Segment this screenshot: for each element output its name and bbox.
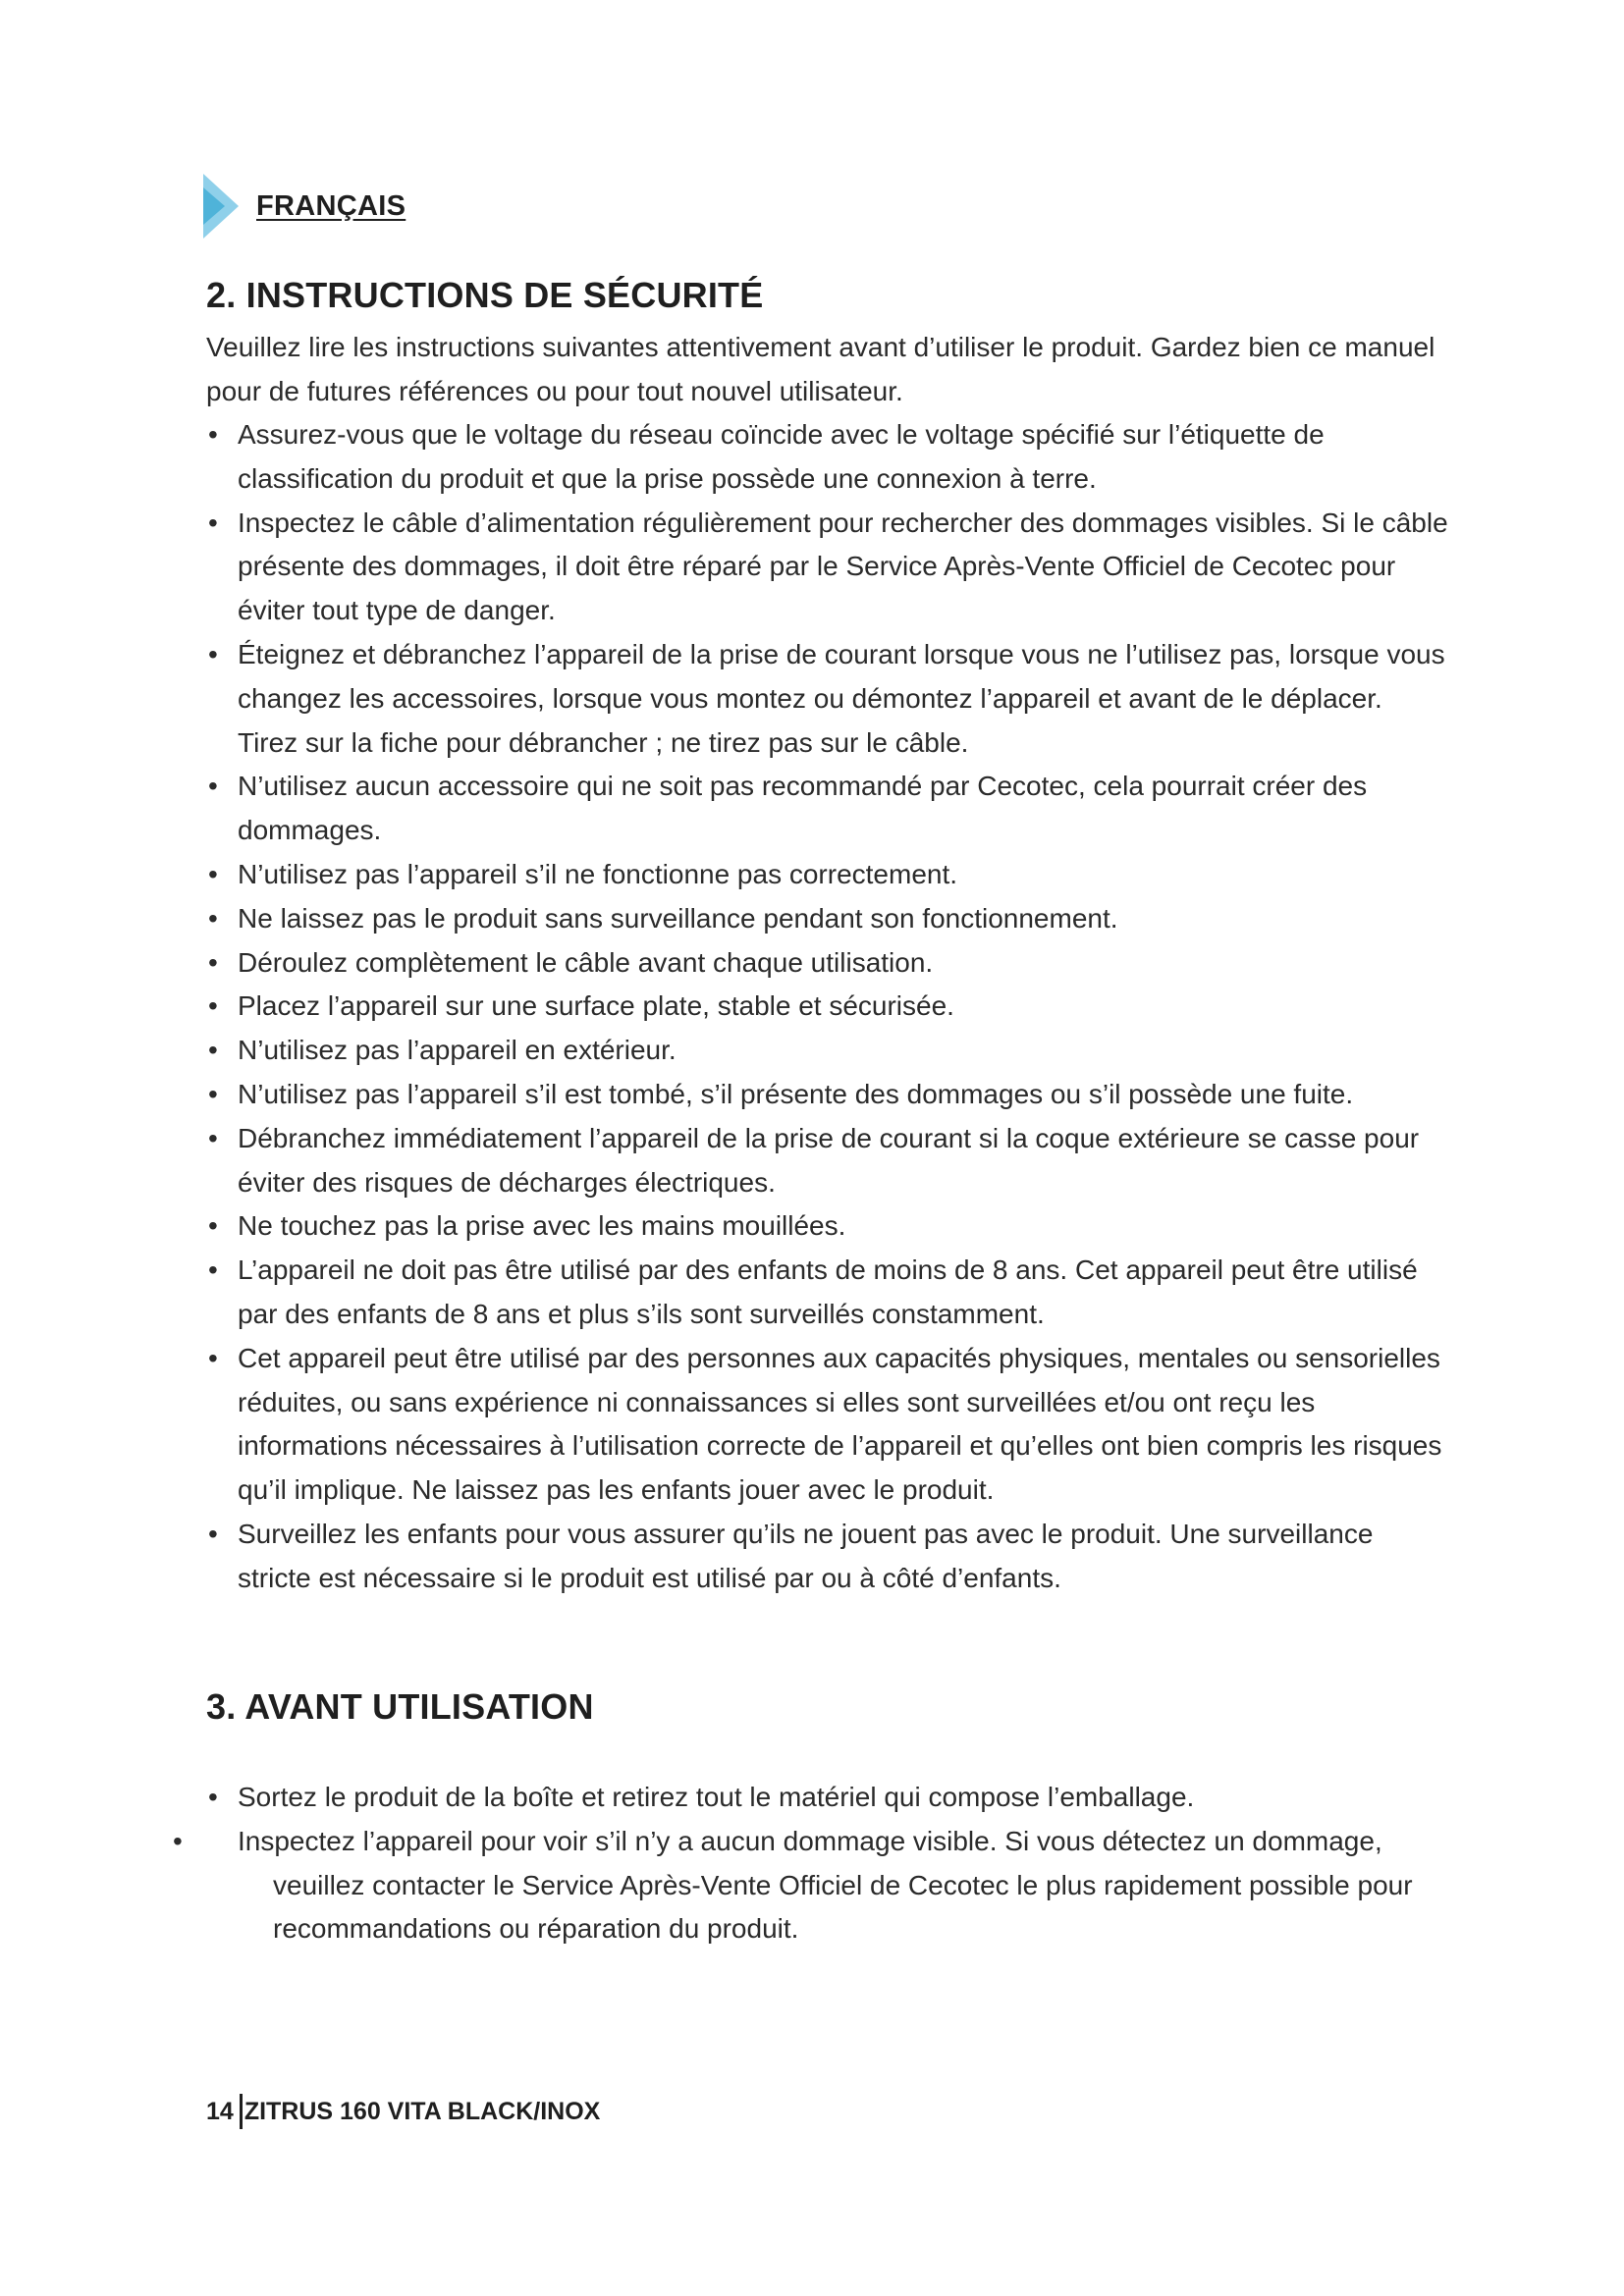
product-name: ZITRUS 160 VITA BLACK/INOX bbox=[244, 2097, 601, 2125]
list-item: • N’utilisez pas l’appareil en extérieur. bbox=[206, 1029, 1448, 1073]
play-arrow-icon bbox=[203, 174, 239, 239]
page-footer bbox=[206, 2094, 600, 2129]
list-item: • Surveillez les enfants pour vous assurer qu’ils ne jouent pas avec le produit. Une surveillance stricte est nécessaire si le produit est utilisé par ou à côté d’enfants. bbox=[206, 1513, 1448, 1601]
security-instructions-list bbox=[206, 413, 1448, 1601]
page-number: 14 bbox=[206, 2097, 234, 2125]
list-item: • Inspectez l’appareil pour voir s’il n’y a aucun dommage visible. Si vous détectez un dommage, veuillez contacter le Service Après-Vente Officiel de Cecotec le plus rapidement possible pour recommandations ou réparation du produit. bbox=[206, 1820, 1448, 1951]
list-item: • Assurez-vous que le voltage du réseau coïncide avec le voltage spécifié sur l’étiquette de classification du produit et que la prise possède une connexion à terre. bbox=[206, 413, 1448, 502]
list-item: • Ne laissez pas le produit sans surveillance pendant son fonctionnement. bbox=[206, 897, 1448, 941]
list-item: • Cet appareil peut être utilisé par des personnes aux capacités physiques, mentales ou sensorielles réduites, ou sans expérience ni connaissances si elles sont surveillées et/ou ont reçu les informations nécessaires à l’utilisation correcte de l’appareil et qu’elles ont bien compris les risques qu’il implique. Ne laissez pas les enfants jouer avec le produit. bbox=[206, 1337, 1448, 1513]
list-item: • Sortez le produit de la boîte et retirez tout le matériel qui compose l’emballage. bbox=[206, 1776, 1448, 1820]
list-item: • Débranchez immédiatement l’appareil de la prise de courant si la coque extérieure se casse pour éviter des risques de décharges électriques. bbox=[206, 1117, 1448, 1205]
security-intro: Veuillez lire les instructions suivantes attentivement avant d’utiliser le produit. Gardez bien ce manuel pour de futures références ou pour tout nouvel utilisateur. bbox=[206, 332, 1435, 406]
list-item: • Éteignez et débranchez l’appareil de la prise de courant lorsque vous ne l’utilisez pas, lorsque vous changez les accessoires, lorsque vous montez ou démontez l’appareil et avant de le déplacer. Tirez sur la fiche pour débrancher ; ne tirez pas sur le câble. bbox=[206, 633, 1448, 765]
list-item: • L’appareil ne doit pas être utilisé par des enfants de moins de 8 ans. Cet appareil peut être utilisé par des enfants de 8 ans et plus s’ils sont surveillés constamment. bbox=[206, 1249, 1448, 1337]
section-title-before-use: 3. AVANT UTILISATION bbox=[206, 1686, 594, 1727]
footer-divider bbox=[240, 2094, 243, 2129]
list-item: • Inspectez le câble d’alimentation régulièrement pour rechercher des dommages visibles. Si le câble présente des dommages, il doit être réparé par le Service Après-Vente Officiel de Cecotec pour éviter tout type de danger. bbox=[206, 502, 1448, 633]
list-item: • Ne touchez pas la prise avec les mains mouillées. bbox=[206, 1204, 1448, 1249]
before-use-list bbox=[206, 1776, 1448, 1951]
list-item: • N’utilisez pas l’appareil s’il ne fonctionne pas correctement. bbox=[206, 853, 1448, 897]
list-item: • Placez l’appareil sur une surface plate, stable et sécurisée. bbox=[206, 985, 1448, 1029]
list-item: • N’utilisez aucun accessoire qui ne soit pas recommandé par Cecotec, cela pourrait créer des dommages. bbox=[206, 765, 1448, 853]
language-label: FRANÇAIS bbox=[256, 189, 406, 222]
list-item: • Déroulez complètement le câble avant chaque utilisation. bbox=[206, 941, 1448, 986]
section-title-security: 2. INSTRUCTIONS DE SÉCURITÉ bbox=[206, 275, 764, 315]
language-header bbox=[203, 172, 406, 240]
list-item: • N’utilisez pas l’appareil s’il est tombé, s’il présente des dommages ou s’il possède une fuite. bbox=[206, 1073, 1448, 1117]
